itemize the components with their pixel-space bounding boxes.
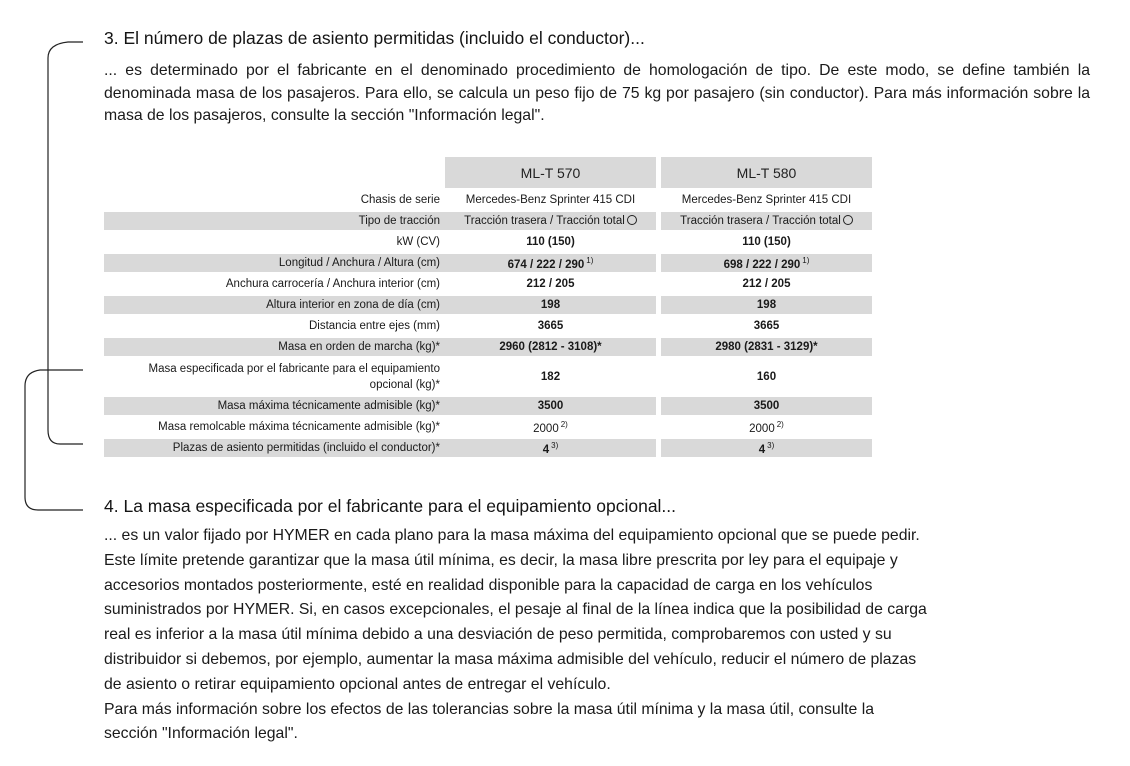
cell-text: 698 / 222 / 290: [723, 258, 801, 271]
table-header-row: [104, 157, 872, 188]
cell-text: 198: [756, 299, 777, 311]
row-label-line1: Masa especificada por el fabricante para el equipamiento: [148, 362, 440, 375]
paragraph-line: suministrados por HYMER. Si, en casos excepcionales, el pesaje al final de la línea indica que la posibilidad de carga: [104, 601, 927, 619]
cell-ml-t-580: Mercedes-Benz Sprinter 415 CDI: [681, 194, 852, 206]
section3-heading: 3. El número de plazas de asiento permitidas (incluido el conductor)...: [104, 28, 645, 48]
cell-ml-t-580: [661, 418, 872, 436]
cell-text: 4: [542, 443, 550, 456]
cell-ml-t-580: [661, 338, 872, 356]
table-row: [104, 359, 872, 394]
row-label: Altura interior en zona de día (cm): [104, 296, 445, 314]
table-row: [104, 191, 872, 209]
cell-text: 212 / 205: [526, 278, 575, 290]
row-label: Masa máxima técnicamente admisible (kg)*: [104, 397, 445, 415]
row-label: Masa en orden de marcha (kg)*: [104, 338, 445, 356]
cell-ml-t-580: [661, 233, 872, 251]
table-row: [104, 296, 872, 314]
paragraph-line: ... es un valor fijado por HYMER en cada plano para la masa máxima del equipamiento opcional que se puede pedir.: [104, 527, 920, 544]
row-label: Masa remolcable máxima técnicamente admisible (kg)*: [158, 421, 440, 433]
cell-text: 160: [756, 370, 777, 383]
cell-ml-t-580: [661, 275, 872, 293]
cell-text: 674 / 222 / 290: [507, 258, 585, 271]
paragraph-line: accesorios montados posteriormente, esté en realidad disponible para la capacidad de carga en los vehículos: [104, 576, 873, 594]
cell-text: 3665: [753, 320, 780, 332]
cell-ml-t-570: [445, 359, 656, 394]
paragraph-line: Este límite pretende garantizar que la masa útil mínima, es decir, la masa libre prescrita por ley para el equipaje y: [104, 551, 898, 569]
table-row: [104, 338, 872, 356]
cell-ml-t-570: [445, 439, 656, 457]
paragraph-line: sección "Información legal".: [104, 725, 298, 743]
paragraph-line: real es inferior a la masa útil mínima debido a una desviación de peso permitida, comprobaremos con usted y su: [104, 626, 892, 644]
row-label: Anchura carrocería / Anchura interior (cm): [225, 278, 440, 290]
footnote-marker: 2): [560, 419, 568, 429]
section4-heading: 4. La masa especificada por el fabricante para el equipamiento opcional...: [104, 496, 677, 516]
cell-ml-t-570: [445, 317, 656, 335]
cell-ml-t-570: [445, 212, 656, 230]
cell-ml-t-570: [445, 233, 656, 251]
cell-text: 3500: [537, 400, 564, 412]
cell-ml-t-570: [445, 397, 656, 415]
cell-ml-t-570: [445, 254, 656, 272]
cell-text: 2000: [533, 422, 559, 435]
row-label: Plazas de asiento permitidas (incluido el conductor)*: [104, 439, 445, 457]
table-row: [104, 418, 872, 436]
cell-ml-t-580: [661, 254, 872, 272]
paragraph-line: de asiento o retirar equipamiento opcional antes de entregar el vehículo.: [104, 675, 611, 693]
cell-text: 212 / 205: [742, 278, 791, 290]
footnote-marker: 3): [767, 440, 775, 450]
cell-ml-t-570: [445, 418, 656, 436]
section3-paragraph: ... es determinado por el fabricante en el denominado procedimiento de homologación de tipo. De este modo, se define también la denominada masa de los pasajeros. Para ello, se calcula un peso fijo de 75 kg por pasajero (sin conductor). Para más información sobre la masa de los pasajeros, consulte la sección "Información legal".: [104, 62, 1090, 124]
table-row: [104, 317, 872, 335]
cell-text: 110 (150): [742, 236, 791, 248]
cell-ml-t-580: [661, 439, 872, 457]
footnote-marker: 1): [586, 255, 594, 265]
cell-text: 110 (150): [526, 236, 575, 248]
table-row: [104, 212, 872, 230]
cell-text: 2000: [749, 422, 775, 435]
bracket-section3-seats: [48, 42, 83, 444]
cell-text: 3665: [537, 320, 564, 332]
row-label-line2: opcional (kg)*: [369, 378, 440, 391]
cell-ml-t-570: [445, 275, 656, 293]
table-row: [104, 233, 872, 251]
model-header-ml-t-570: ML-T 570: [445, 157, 656, 188]
optional-circle-icon: [843, 215, 853, 225]
row-label: [104, 359, 445, 394]
cell-ml-t-570: [445, 338, 656, 356]
row-label: Tipo de tracción: [104, 212, 445, 230]
optional-circle-icon: [627, 215, 637, 225]
cell-text: Tracción trasera / Tracción total: [680, 215, 841, 227]
row-label: kW (CV): [396, 236, 440, 248]
cell-ml-t-580: [661, 212, 872, 230]
footnote-marker: 3): [551, 440, 559, 450]
row-label: Chasis de serie: [360, 194, 440, 206]
table-row: [104, 254, 872, 272]
spec-table: [104, 154, 872, 460]
cell-text: 182: [540, 370, 561, 383]
cell-text: 2980 (2831 - 3129)*: [715, 341, 818, 353]
cell-ml-t-570: Mercedes-Benz Sprinter 415 CDI: [465, 194, 636, 206]
paragraph-line: distribuidor si debemos, por ejemplo, aumentar la masa máxima admisible del vehículo, reducir el número de plazas: [104, 650, 917, 668]
footnote-marker: 1): [802, 255, 810, 265]
table-row: [104, 397, 872, 415]
cell-ml-t-580: [661, 296, 872, 314]
table-row: [104, 439, 872, 457]
cell-text: Tracción trasera / Tracción total: [464, 215, 625, 227]
footnote-marker: 2): [776, 419, 784, 429]
cell-text: 4: [758, 443, 766, 456]
cell-ml-t-570: [445, 296, 656, 314]
cell-text: 198: [540, 299, 561, 311]
section4-paragraph: [104, 524, 1094, 747]
row-label: Longitud / Anchura / Altura (cm): [104, 254, 445, 272]
cell-text: 3500: [753, 400, 780, 412]
cell-ml-t-580: [661, 317, 872, 335]
cell-text: 2960 (2812 - 3108)*: [499, 341, 602, 353]
model-header-ml-t-580: ML-T 580: [661, 157, 872, 188]
cell-ml-t-580: [661, 397, 872, 415]
row-label: Distancia entre ejes (mm): [308, 320, 440, 332]
cell-ml-t-580: [661, 359, 872, 394]
table-row: [104, 275, 872, 293]
bracket-section4-equipment: [25, 370, 83, 510]
paragraph-line: Para más información sobre los efectos de las tolerancias sobre la masa útil mínima y la masa útil, consulte la: [104, 700, 875, 718]
